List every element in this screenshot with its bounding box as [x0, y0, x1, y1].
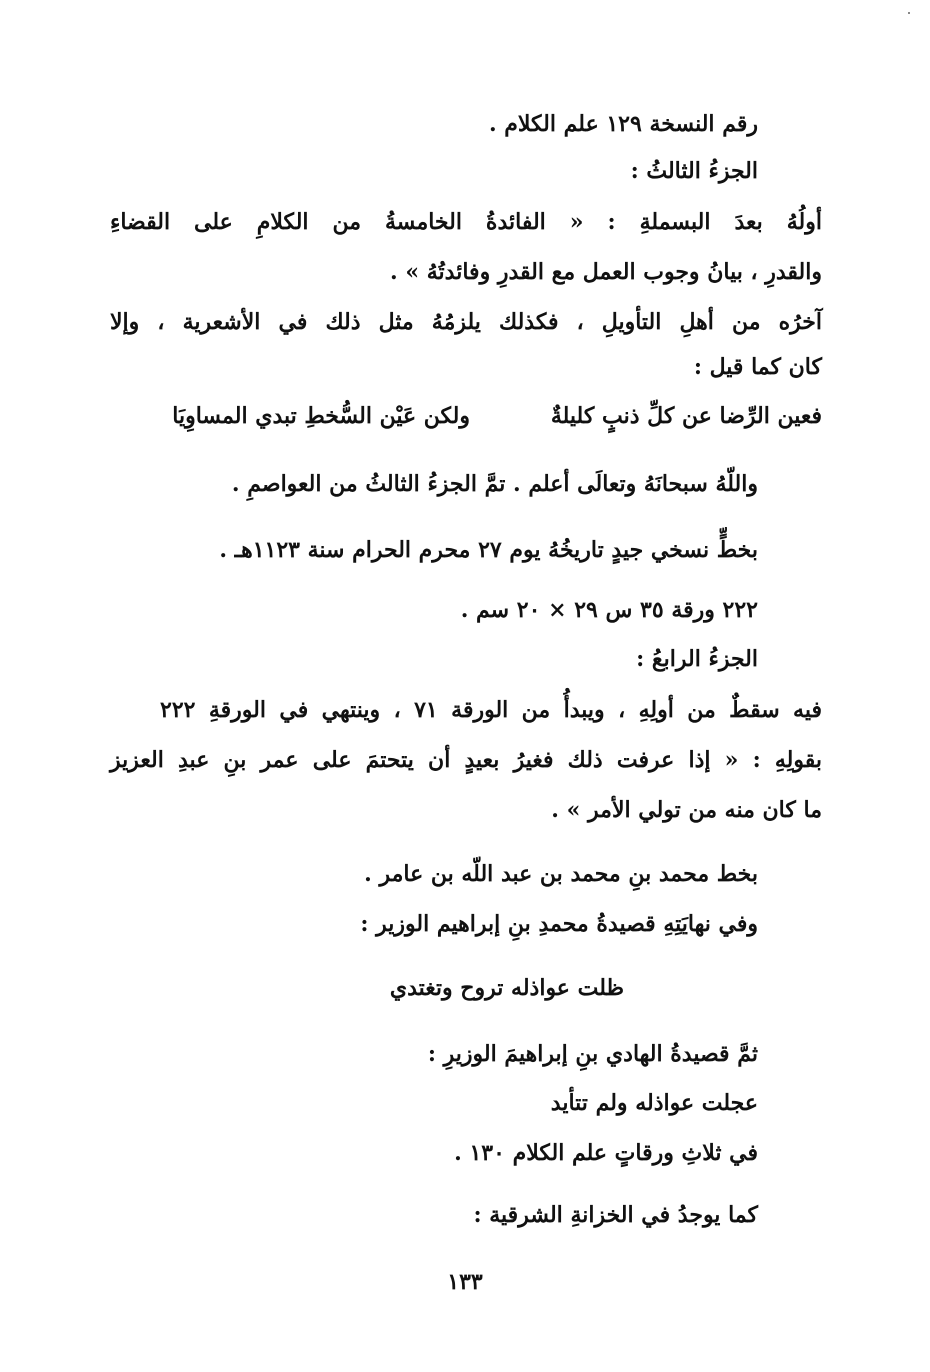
line-part-four-gap: فيه سقطٌ من أولِهِ ، ويبدأُ من الورقة ٧١ ، وينتهي في الورقةِ ٢٢٢	[160, 697, 822, 723]
verse-poem-two: عجلت عواذله ولم تتأيد	[550, 1090, 758, 1116]
line-part-three-end: آخرُه من أهلِ التأويلِ ، فكذلك يلزمُهُ مثل ذلك في الأشعرية ، وإلا	[110, 309, 822, 335]
line-part-four-end-cont: ما كان منه من تولي الأمر » .	[551, 797, 822, 823]
line-part-three-script: بخطٍّ نسخي جيدٍ تاريخُهُ يوم ٢٧ محرم الحرام سنة ١١٢٣هـ .	[219, 537, 758, 563]
line-part-four-end: بقولِهِ : « إذا عرفت ذلك فغيرُ بعيدٍ أن يتحتمَ على عمر بنِ عبدِ العزيز	[110, 747, 822, 773]
line-part-three-closing: واللّهُ سبحانَهُ وتعالَى أعلم . تمَّ الجزءُ الثالثُ من العواصمِ .	[231, 471, 758, 497]
line-part-three-end-cont: كان كما قيل :	[693, 354, 822, 380]
verse-poem-one: ظلت عواذله تروح وتغتدي	[389, 975, 624, 1001]
heading-part-three: الجزءُ الثالثُ :	[630, 158, 758, 184]
line-part-four-poem-intro: وفي نهايَتِهِ قصيدةُ محمدِ بنِ إبراهيم الوزير :	[360, 911, 758, 937]
line-second-poem-intro: ثمَّ قصيدةُ الهادي بنِ إبراهيمَ الوزيرِ :	[427, 1041, 758, 1067]
line-part-three-start-cont: والقدرِ ، بيانُ وجوب العمل مع القدرِ وفائدتُهُ » .	[390, 259, 822, 285]
verse-first-hemistich: فعين الرِّضا عن كلِّ ذنبٍ كليلةٌ	[550, 403, 822, 429]
line-part-four-scribe: بخط محمد بنِ محمد بن عبد اللّه بن عامر .	[364, 861, 758, 887]
line-copy-number: رقم النسخة ١٢٩ علم الكلام .	[488, 111, 758, 137]
line-part-three-size: ٢٢٢ ورقة ٣٥ س ٢٩ × ٢٠ سم .	[460, 597, 758, 623]
line-poem-leaves: في ثلاثِ ورقاتٍ علم الكلام ١٣٠ .	[454, 1140, 758, 1166]
verse-second-hemistich: ولكن عَيْن السُّخطِ تبدي المساوِيَا	[172, 403, 470, 429]
line-part-three-start: أولُهُ بعدَ البسملةِ : « الفائدةُ الخامسةُ من الكلامِ على القضاءِ	[110, 209, 822, 235]
line-eastern-library: كما يوجدُ في الخزانةِ الشرقية :	[473, 1202, 758, 1228]
scan-speck	[908, 12, 910, 14]
page-number: ١٣٣	[447, 1269, 483, 1295]
heading-part-four: الجزءُ الرابعُ :	[636, 646, 758, 672]
